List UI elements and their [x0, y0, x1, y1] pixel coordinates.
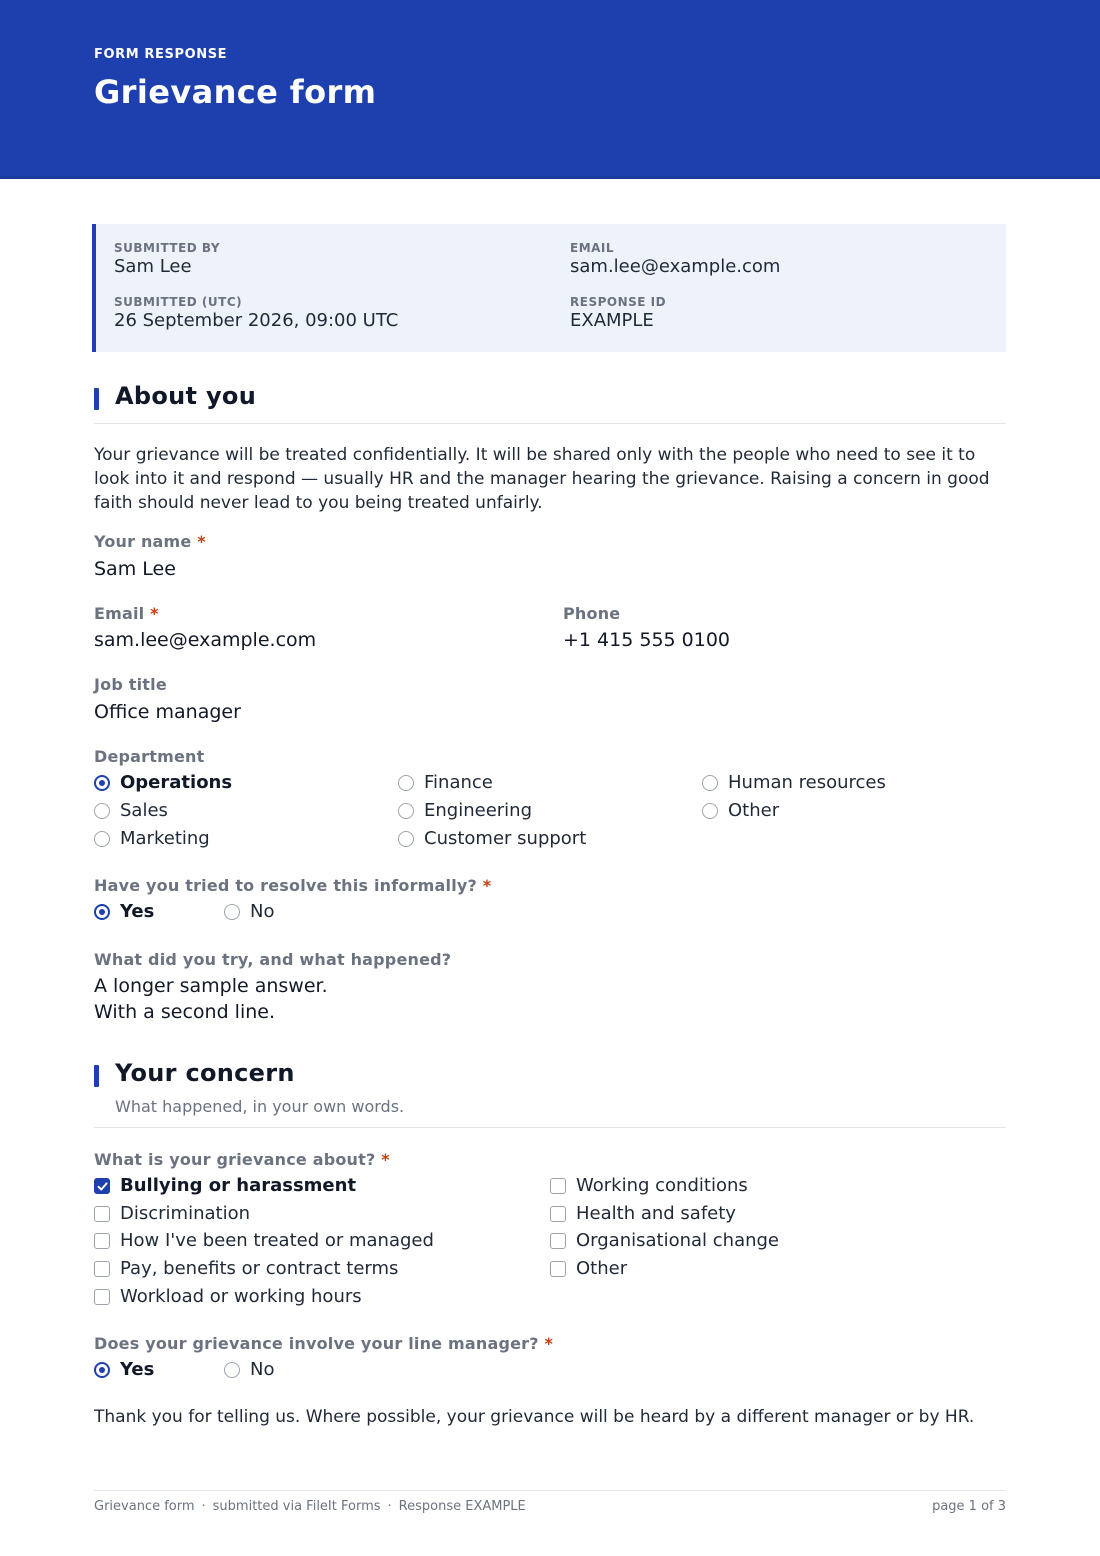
option-label: Yes: [120, 901, 155, 922]
radio-selected-icon: [94, 775, 110, 791]
section-accent-bar: [94, 388, 99, 410]
answer-name: Sam Lee: [94, 558, 176, 580]
page-footer: [94, 1490, 1006, 1514]
radio-empty-icon: [702, 775, 718, 791]
option-label: Marketing: [120, 828, 210, 849]
section-title: About you: [115, 382, 257, 410]
footer-separator: ·: [201, 1499, 206, 1514]
department-option[interactable]: [702, 772, 886, 793]
checkbox-empty-icon: [94, 1233, 110, 1249]
informal-option-no[interactable]: [224, 901, 274, 922]
radio-empty-icon: [94, 831, 110, 847]
option-label: How I've been treated or managed: [120, 1230, 434, 1251]
department-option[interactable]: [398, 828, 586, 849]
option-label: Operations: [120, 772, 233, 793]
question-label: [94, 876, 491, 895]
manager-option-no[interactable]: [224, 1359, 274, 1380]
option-label: Customer support: [424, 828, 587, 849]
option-label: Working conditions: [576, 1175, 748, 1196]
section-about-header: [94, 380, 1006, 424]
department-option[interactable]: [94, 772, 232, 793]
question-label: [563, 604, 620, 623]
checkbox-empty-icon: [94, 1289, 110, 1305]
radio-selected-icon: [94, 904, 110, 920]
department-option[interactable]: [702, 800, 779, 821]
about-intro: Your grievance will be treated confidentially. It will be shared only with the people who need to see it to look into it and respond — usually HR and the manager hearing the grievance. Raising a concern in good faith should never lead to you being treated unfairly.: [94, 445, 990, 513]
manager-option-yes[interactable]: [94, 1359, 154, 1380]
question-label-text: Job title: [94, 675, 167, 694]
question-label: [94, 1150, 390, 1169]
question-label-text: Does your grievance involve your line manager?: [94, 1334, 539, 1353]
meta-label: RESPONSE ID: [570, 295, 667, 309]
footer-form-name: Grievance form: [94, 1499, 195, 1514]
meta-submitted-utc: [114, 295, 398, 331]
option-label: Health and safety: [576, 1203, 736, 1224]
meta-submitted-by: [114, 241, 220, 277]
option-label: Human resources: [728, 772, 886, 793]
checkbox-empty-icon: [550, 1178, 566, 1194]
required-marker: *: [150, 604, 159, 623]
grievance-topic-option[interactable]: [550, 1175, 748, 1196]
meta-value: Sam Lee: [114, 256, 192, 277]
grievance-topic-option[interactable]: [94, 1286, 362, 1307]
option-label: No: [250, 1359, 275, 1380]
meta-value: EXAMPLE: [570, 310, 654, 331]
question-label: [94, 604, 159, 623]
meta-label: SUBMITTED BY: [114, 241, 221, 255]
meta-label: SUBMITTED (UTC): [114, 295, 243, 309]
answer-phone: +1 415 555 0100: [563, 629, 731, 651]
answer-email: sam.lee@example.com: [94, 629, 317, 651]
grievance-topic-option[interactable]: [94, 1230, 434, 1251]
question-label-text: Department: [94, 747, 205, 766]
page-number: page 1 of 3: [932, 1499, 1006, 1514]
question-label-text: Email: [94, 604, 145, 623]
header-kicker: FORM RESPONSE: [94, 47, 228, 62]
department-option[interactable]: [398, 772, 493, 793]
checkbox-empty-icon: [94, 1261, 110, 1277]
footer-response: Response EXAMPLE: [398, 1499, 526, 1514]
checkbox-empty-icon: [550, 1206, 566, 1222]
option-label: Finance: [424, 772, 493, 793]
radio-empty-icon: [94, 803, 110, 819]
question-label-text: Phone: [563, 604, 621, 623]
radio-empty-icon: [224, 904, 240, 920]
submission-meta: [92, 224, 1006, 352]
question-label: [94, 1334, 553, 1353]
meta-value: 26 September 2026, 09:00 UTC: [114, 310, 399, 331]
radio-selected-icon: [94, 1362, 110, 1378]
grievance-topic-option[interactable]: [94, 1258, 398, 1279]
answer-line: A longer sample answer.: [94, 975, 328, 997]
section-concern-header: [94, 1057, 1006, 1128]
checkbox-checked-icon: [94, 1178, 110, 1194]
option-label: Bullying or harassment: [120, 1175, 357, 1196]
option-label: Yes: [120, 1359, 155, 1380]
option-label: No: [250, 901, 275, 922]
section-subtitle: What happened, in your own words.: [115, 1097, 405, 1116]
section-accent-bar: [94, 1065, 99, 1087]
department-option[interactable]: [94, 800, 168, 821]
question-label-text: What is your grievance about?: [94, 1150, 376, 1169]
answer-line: With a second line.: [94, 1001, 275, 1023]
section-title: Your concern: [115, 1059, 295, 1087]
checkbox-empty-icon: [94, 1206, 110, 1222]
question-label-text: Have you tried to resolve this informally?: [94, 876, 478, 895]
radio-empty-icon: [398, 831, 414, 847]
option-label: Discrimination: [120, 1203, 250, 1224]
question-label-text: Your name: [94, 532, 192, 551]
question-label-text: What did you try, and what happened?: [94, 950, 452, 969]
question-label: [94, 532, 206, 551]
meta-response-id: [570, 295, 666, 331]
grievance-topic-option[interactable]: [550, 1230, 779, 1251]
radio-empty-icon: [702, 803, 718, 819]
checkbox-empty-icon: [550, 1233, 566, 1249]
required-marker: *: [482, 876, 492, 895]
meta-value: sam.lee@example.com: [570, 256, 781, 277]
option-label: Engineering: [424, 800, 532, 821]
meta-email: [570, 241, 780, 277]
department-option[interactable]: [94, 828, 210, 849]
footer-via: submitted via FileIt Forms: [212, 1499, 381, 1514]
closing-note: Thank you for telling us. Where possible, your grievance will be heard by a different manager or by HR.: [94, 1407, 975, 1427]
grievance-topic-option[interactable]: [94, 1203, 250, 1224]
footer-separator: ·: [387, 1499, 392, 1514]
department-option[interactable]: [398, 800, 532, 821]
footer-info: [94, 1499, 526, 1514]
question-label: [94, 747, 204, 766]
option-label: Pay, benefits or contract terms: [120, 1258, 399, 1279]
option-label: Workload or working hours: [120, 1286, 362, 1307]
meta-label: EMAIL: [570, 241, 615, 255]
grievance-topic-option[interactable]: [550, 1203, 736, 1224]
page-header: [0, 0, 1100, 179]
option-label: Organisational change: [576, 1230, 780, 1251]
radio-empty-icon: [398, 775, 414, 791]
option-label: Other: [728, 800, 780, 821]
checkbox-empty-icon: [550, 1261, 566, 1277]
question-label: [94, 675, 167, 694]
grievance-topic-option[interactable]: [94, 1175, 356, 1196]
answer-job-title: Office manager: [94, 701, 241, 723]
page-title: Grievance form: [94, 73, 377, 111]
grievance-topic-option[interactable]: [550, 1258, 627, 1279]
answer-tried: [94, 973, 328, 1025]
question-label: [94, 950, 451, 969]
radio-empty-icon: [224, 1362, 240, 1378]
radio-empty-icon: [398, 803, 414, 819]
option-label: Sales: [120, 800, 168, 821]
required-marker: *: [197, 532, 206, 551]
option-label: Other: [576, 1258, 628, 1279]
required-marker: *: [544, 1334, 554, 1353]
informal-option-yes[interactable]: [94, 901, 154, 922]
required-marker: *: [381, 1150, 390, 1169]
